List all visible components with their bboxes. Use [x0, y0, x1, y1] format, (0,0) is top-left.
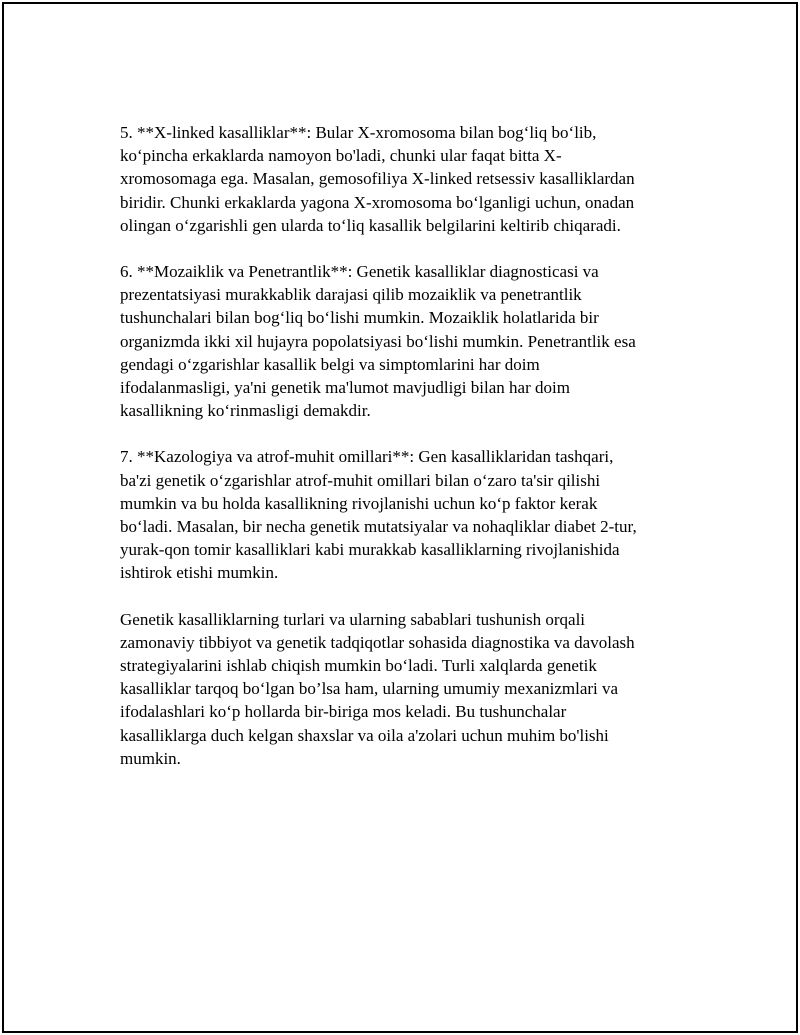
paragraph-mozaiklik: 6. **Mozaiklik va Penetrantlik**: Genetik kasalliklar diagnosticasi va prezentatsiyasi murakkablik darajasi qilib mozaiklik va penetrantlik tushunchalari bilan bog‘liq bo‘lishi mumkin. Mozaiklik holatlarida bir organizmda ikki xil hujayra popolatsiyasi bo‘lishi mumkin. Penetrantlik esa gendagi o‘zgarishlar kasallik belgi va simptomlarini har doim ifodalanmasligi, ya'ni genetik ma'lumot mavjudligi bilan har doim kasallikning ko‘rinmasligi demakdir. — [120, 262, 636, 421]
document-page — [2, 2, 798, 1033]
paragraph-conclusion: Genetik kasalliklarning turlari va ularning sabablari tushunish orqali zamonaviy tibbiyot va genetik tadqiqotlar sohasida diagnostika va davolash strategiyalarini ishlab chiqish mumkin bo‘ladi. Turli xalqlarda genetik kasalliklar tarqoq bo‘lgan bo’lsa ham, ularning umumiy mexanizmlari va ifodalashlari ko‘p hollarda bir-biriga mos keladi. Bu tushunchalar kasalliklarga duch kelgan shaxslar va oila a'zolari uchun muhim bo'lishi mumkin. — [120, 609, 635, 768]
paragraph-x-linked: 5. **X-linked kasalliklar**: Bular X-xromosoma bilan bog‘liq bo‘lib, ko‘pincha erkaklarda namoyon bo'ladi, chunki ular faqat bitta X- xromosomaga ega. Masalan, gemosofiliya X-linked retsessiv kasalliklardan biridir. Chunki erkaklarda yagona X-xromosoma bo‘lganligi uchun, onadan olingan o‘zgarishli gen ularda to‘liq kasallik belgilarini keltirib chiqaradi. — [120, 123, 635, 235]
paragraph-kazologiya: 7. **Kazologiya va atrof-muhit omillari**: Gen kasalliklaridan tashqari, ba'zi genetik o‘zgarishlar atrof-muhit omillari bilan o‘zaro ta'sir qilishi mumkin va bu holda kasallikning rivojlanishi uchun ko‘p faktor kerak bo‘ladi. Masalan, bir necha genetik mutatsiyalar va nohaqliklar diabet 2-tur, yurak-qon tomir kasalliklari kabi murakkab kasalliklarning rivojlanishida ishtirok etishi mumkin. — [120, 447, 637, 583]
document-body — [120, 121, 692, 793]
